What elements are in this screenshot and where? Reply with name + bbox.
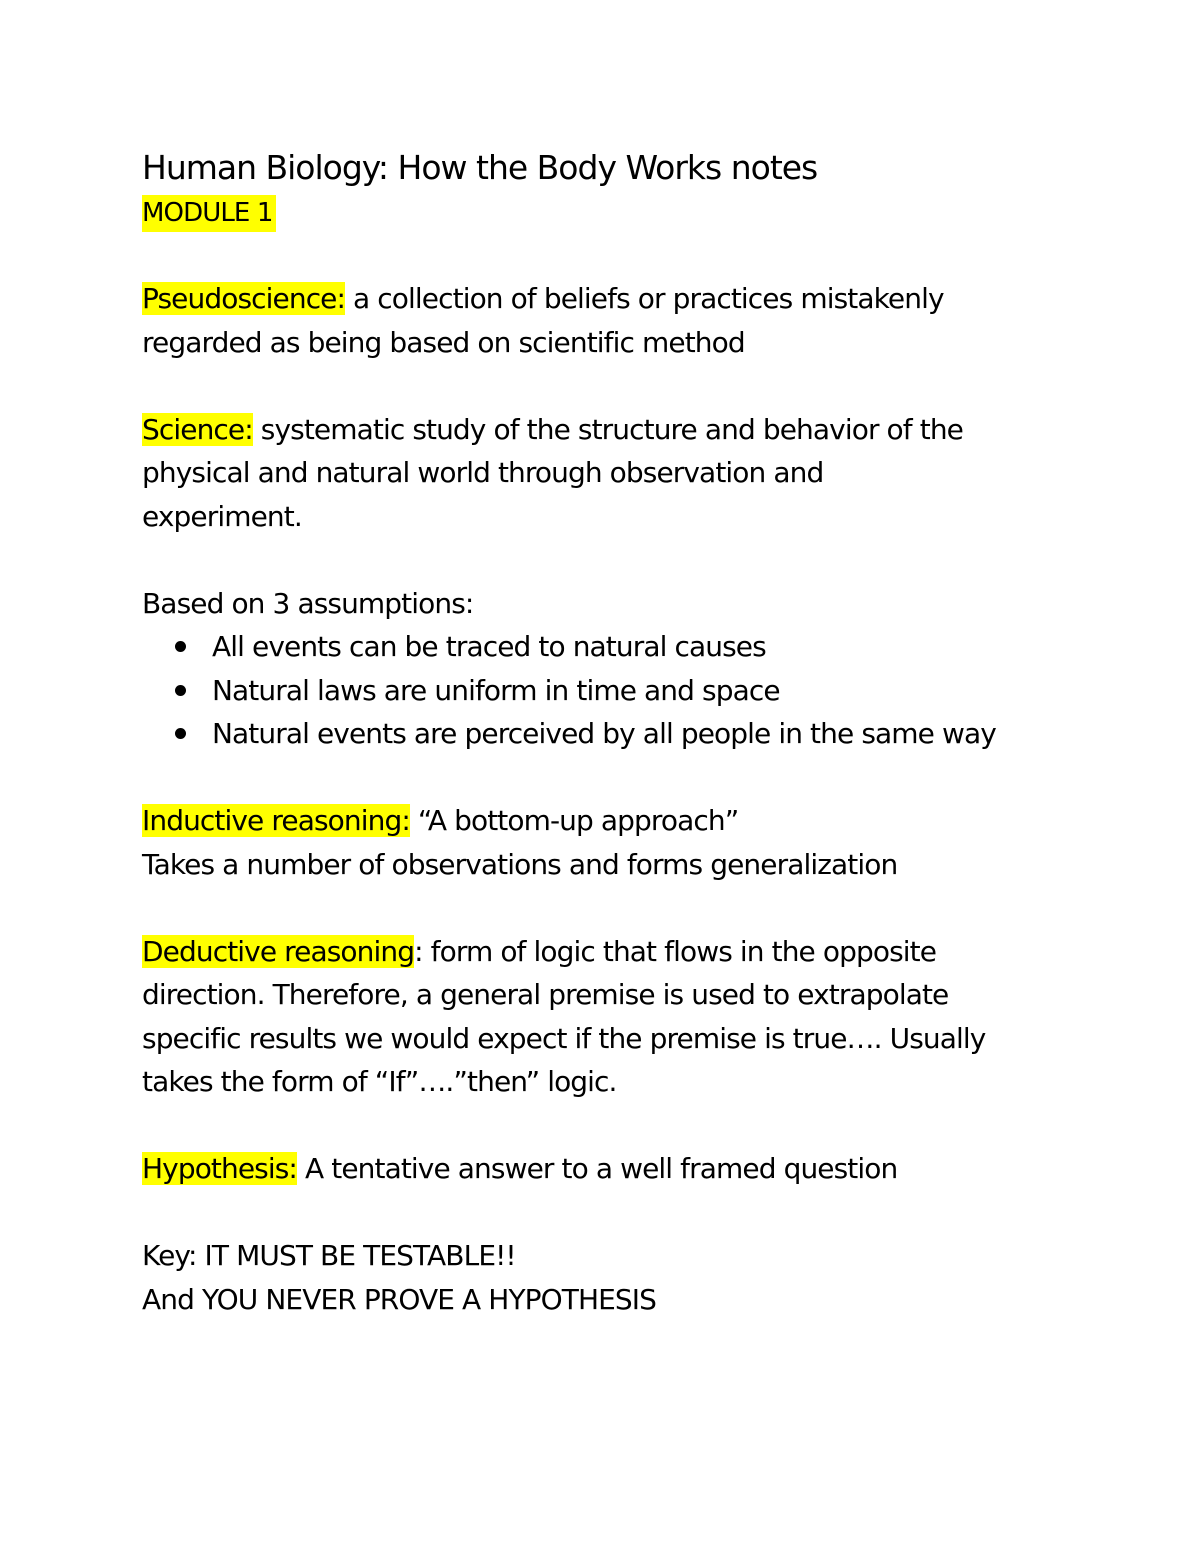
deductive-term: Deductive reasoning bbox=[142, 934, 415, 968]
bullet-icon bbox=[175, 641, 186, 652]
inductive-text-2: Takes a number of observations and forms generalization bbox=[142, 847, 898, 881]
document-title: Human Biology: How the Body Works notes bbox=[142, 148, 818, 187]
assumptions-list bbox=[142, 625, 1072, 756]
deductive-definition bbox=[142, 930, 1072, 1104]
hypothesis-term: Hypothesis: bbox=[142, 1152, 297, 1185]
list-item-text: Natural events are perceived by all people in the same way bbox=[212, 717, 996, 750]
pseudoscience-term: Pseudoscience: bbox=[142, 282, 346, 315]
key-note bbox=[142, 1234, 1072, 1321]
spacer bbox=[142, 1191, 1072, 1235]
science-text-3: experiment. bbox=[142, 499, 302, 533]
document-content bbox=[142, 146, 1072, 1321]
science-definition bbox=[142, 408, 1072, 539]
science-text-2: physical and natural world through observation and bbox=[142, 456, 824, 489]
inductive-term: Inductive reasoning: bbox=[142, 804, 410, 837]
module-line bbox=[142, 190, 1072, 234]
deductive-text-1: : form of logic that flows in the opposite bbox=[414, 934, 937, 968]
inductive-text-1: “A bottom-up approach” bbox=[409, 804, 739, 837]
deductive-text-3: specific results we would expect if the premise is true…. Usually bbox=[142, 1021, 986, 1055]
list-item bbox=[142, 669, 1072, 713]
list-item bbox=[142, 625, 1072, 669]
assumptions-intro: Based on 3 assumptions: bbox=[142, 586, 474, 620]
list-item bbox=[142, 712, 1072, 756]
module-label: MODULE 1 bbox=[142, 195, 276, 232]
list-item-text: All events can be traced to natural causes bbox=[212, 630, 766, 663]
key-line-1: Key: IT MUST BE TESTABLE!! bbox=[142, 1239, 516, 1272]
spacer bbox=[142, 1104, 1072, 1148]
spacer bbox=[142, 364, 1072, 408]
pseudoscience-text-2: regarded as being based on scientific method bbox=[142, 325, 745, 359]
pseudoscience-text-1: a collection of beliefs or practices mistakenly bbox=[345, 282, 944, 315]
assumptions-section bbox=[142, 582, 1072, 756]
hypothesis-text-1: A tentative answer to a well framed question bbox=[296, 1152, 898, 1185]
list-item-text: Natural laws are uniform in time and space bbox=[212, 673, 780, 707]
key-line-2: And YOU NEVER PROVE A HYPOTHESIS bbox=[142, 1282, 657, 1316]
spacer bbox=[142, 886, 1072, 930]
science-term: Science: bbox=[142, 412, 253, 446]
inductive-definition bbox=[142, 799, 1072, 886]
spacer bbox=[142, 756, 1072, 800]
hypothesis-definition bbox=[142, 1147, 1072, 1191]
bullet-icon bbox=[175, 685, 186, 696]
deductive-text-2: direction. Therefore, a general premise is used to extrapolate bbox=[142, 978, 949, 1011]
science-text-1: systematic study of the structure and behavior of the bbox=[252, 412, 963, 446]
pseudoscience-definition bbox=[142, 277, 1072, 364]
bullet-icon bbox=[175, 728, 186, 739]
spacer bbox=[142, 538, 1072, 582]
deductive-text-4: takes the form of “If”….”then” logic. bbox=[142, 1065, 617, 1098]
spacer bbox=[142, 234, 1072, 278]
